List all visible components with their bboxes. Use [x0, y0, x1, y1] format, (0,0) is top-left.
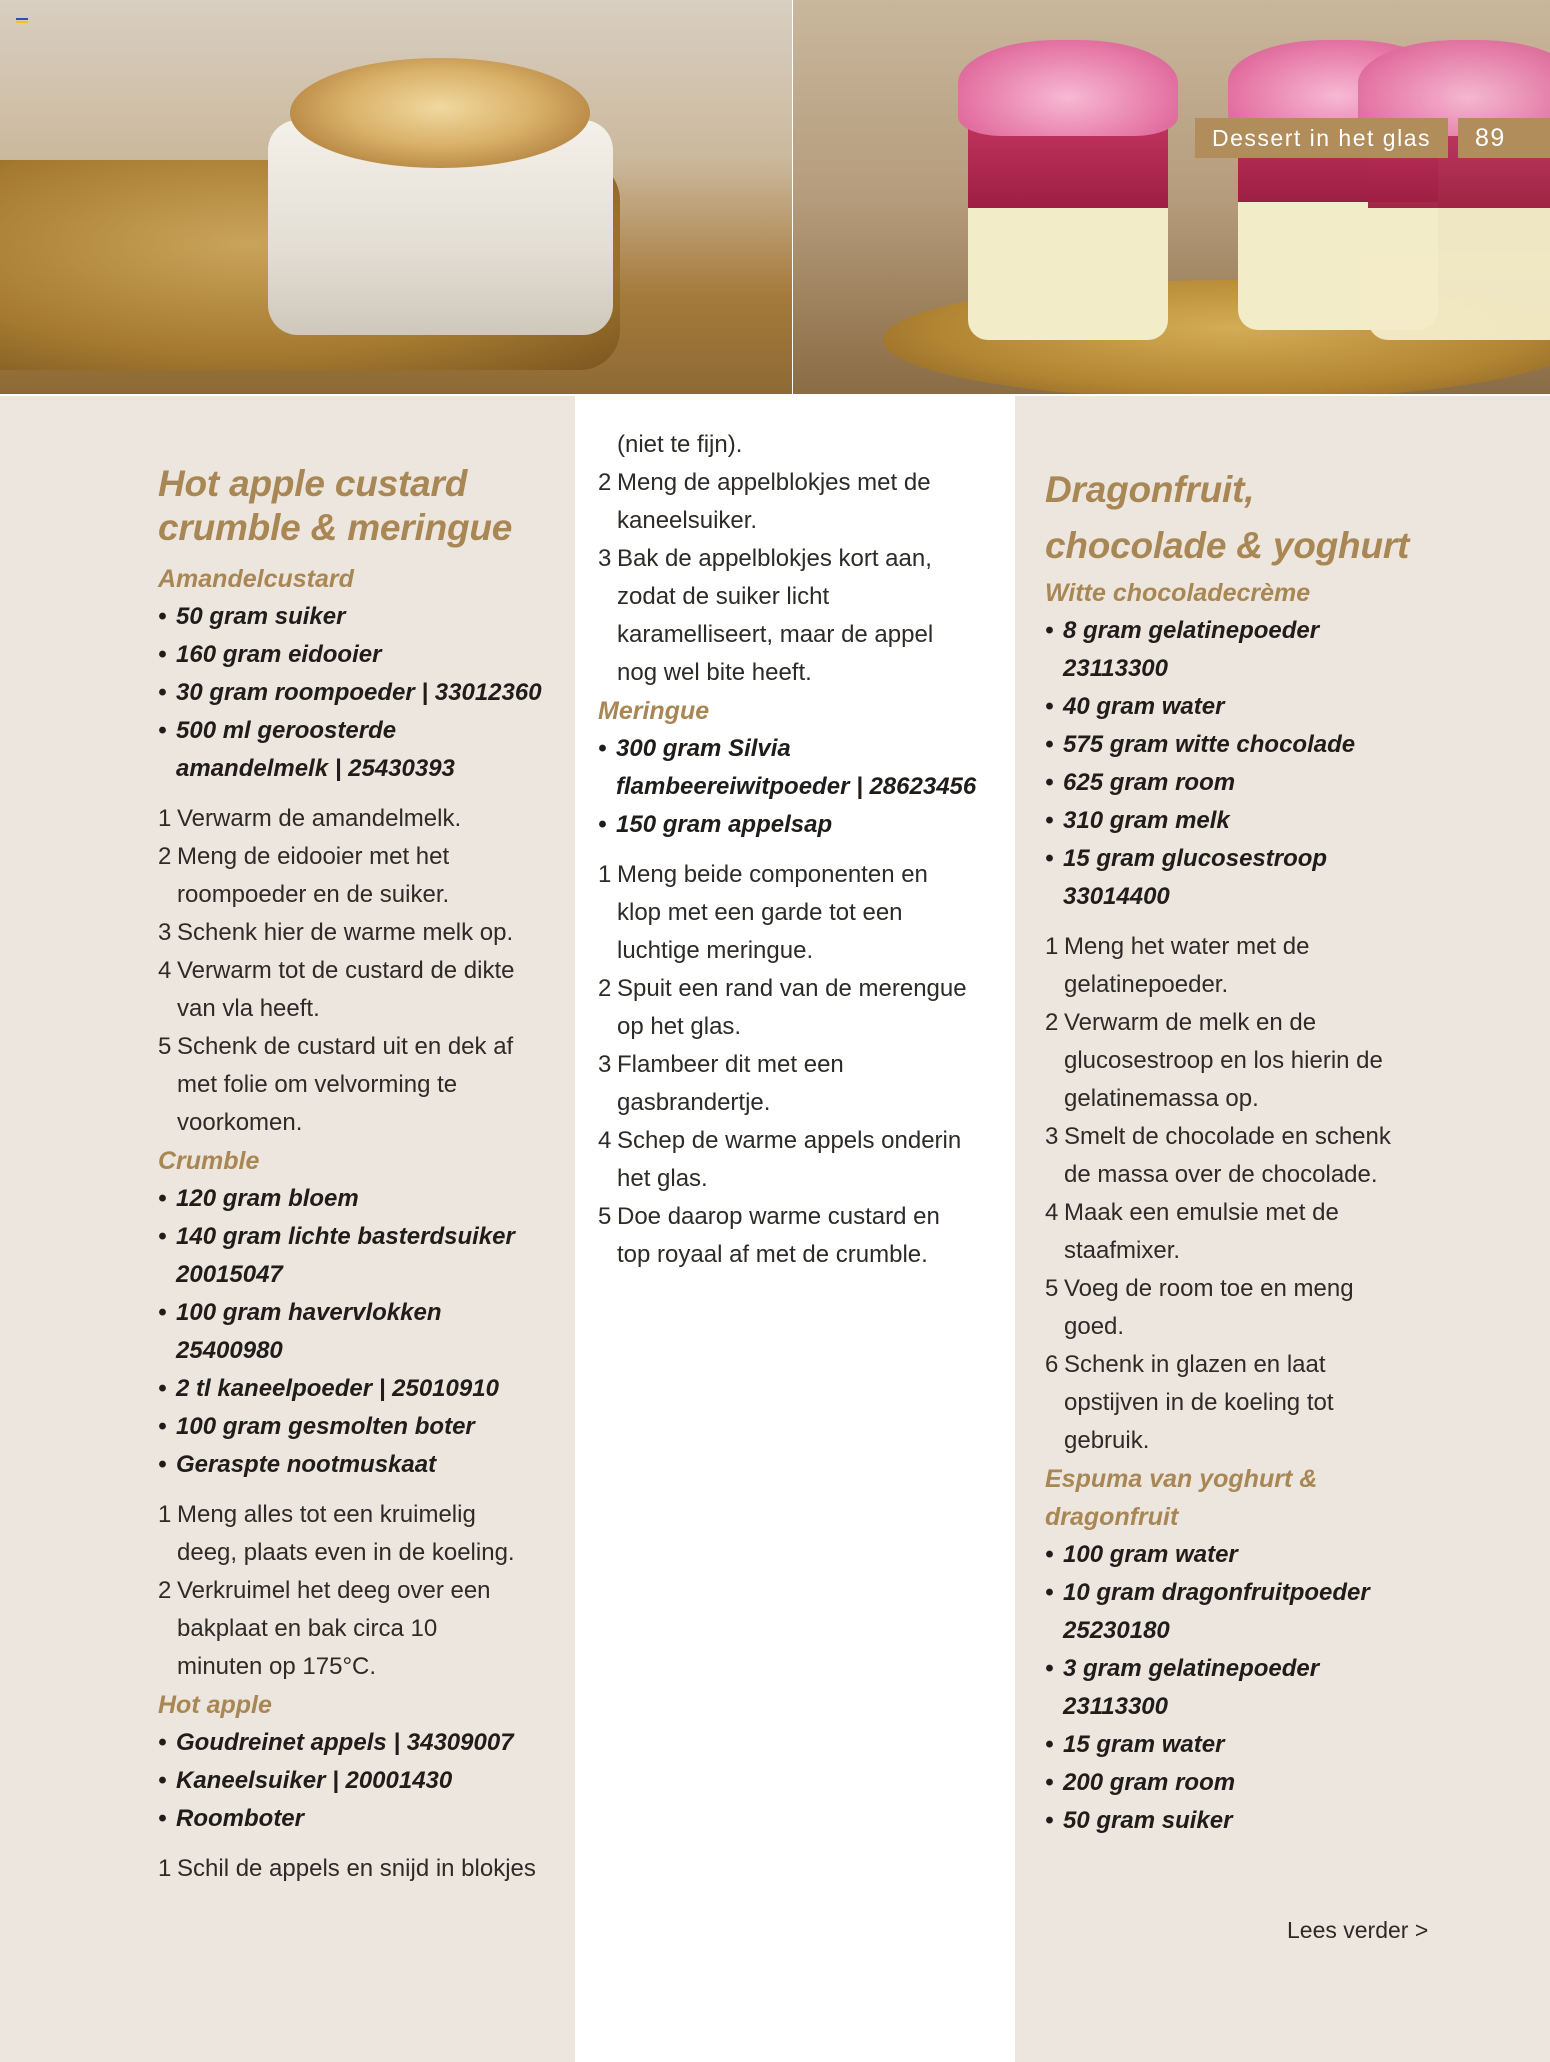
- step: Schenk hier de warme melk op.: [177, 919, 514, 946]
- step: Meng de eidooier met het: [177, 843, 450, 870]
- step: (niet te fijn).: [617, 431, 743, 458]
- step: Schenk in glazen en laat: [1064, 1351, 1326, 1378]
- ingredient: 50 gram suiker: [1063, 1807, 1233, 1834]
- ingredient: 140 gram lichte basterdsuiker: [176, 1223, 515, 1250]
- ingredient: 15 gram water: [1063, 1731, 1225, 1758]
- ingredient: 160 gram eidooier: [176, 641, 382, 668]
- step: roompoeder en de suiker.: [177, 881, 450, 908]
- ingredient: 100 gram water: [1063, 1541, 1238, 1568]
- step-list: (niet te fijn). 2 Meng de appelblokjes met de kaneelsuiker. 3 Bak de appelblokjes kort aan, zodat de suiker licht karamelliseert, maar de appel nog wel bite heeft.: [598, 431, 934, 686]
- step-list: 1 Meng het water met de gelatinepoeder. 2 Verwarm de melk en de glucosestroop en los hierin de gelatinemassa op. 3 Smelt de chocolade en schenk de massa over de chocolade. 4 Maak een emulsie met de staafmixer. 5 Voeg de room toe en meng goed. 6 Schenk in glazen en laat opstijven in de koeling tot gebruik.: [1045, 933, 1391, 1454]
- step: glucosestroop en los hierin de: [1064, 1047, 1383, 1074]
- step-list: 1 Meng beide componenten en klop met een garde tot een luchtige meringue. 2 Spuit een rand van de merengue op het glas. 3 Flambeer dit met een gasbrandertje. 4 Schep de warme appels onderin het glas. 5 Doe daarop warme custard en top royaal af met de crumble.: [598, 861, 967, 1268]
- step: karamelliseert, maar de appel: [617, 621, 934, 648]
- section-heading: Amandelcustard: [158, 565, 354, 593]
- ingredient: 50 gram suiker: [176, 603, 346, 630]
- step-list: 1 Meng alles tot een kruimelig deeg, plaats even in de koeling. 2 Verkruimel het deeg over een bakplaat en bak circa 10 minuten op 175°C.: [158, 1501, 515, 1680]
- ingredient: 40 gram water: [1063, 693, 1225, 720]
- ingredient: 3 gram gelatinepoeder: [1063, 1655, 1320, 1682]
- ingredient: 310 gram melk: [1063, 807, 1230, 834]
- ingredient: 23113300: [1063, 1693, 1168, 1720]
- step: Schep de warme appels onderin: [617, 1127, 962, 1154]
- ingredient: Geraspte nootmuskaat: [176, 1451, 437, 1478]
- step: Meng het water met de: [1064, 933, 1310, 960]
- ingredient: 625 gram room: [1063, 769, 1236, 796]
- ingredient: amandelmelk | 25430393: [176, 755, 455, 782]
- ingredient: 25400980: [176, 1337, 283, 1364]
- step: Verwarm de amandelmelk.: [177, 805, 462, 832]
- step: op het glas.: [617, 1013, 742, 1040]
- step: bakplaat en bak circa 10: [177, 1615, 438, 1642]
- dessert-glass: [968, 40, 1168, 340]
- step: Meng alles tot een kruimelig: [177, 1501, 476, 1528]
- dragonfruit-dessert-photo: [793, 0, 1550, 394]
- apple-crumble-photo: [0, 0, 792, 394]
- section-heading: Meringue: [598, 697, 710, 725]
- step: Schenk de custard uit en dek af: [177, 1033, 514, 1060]
- section-heading: Hot apple: [158, 1691, 272, 1719]
- recipe-column-3: [1015, 396, 1550, 2062]
- step: gasbrandertje.: [617, 1089, 771, 1116]
- step: nog wel bite heeft.: [617, 659, 812, 686]
- step: Verwarm de melk en de: [1064, 1009, 1317, 1036]
- step: top royaal af met de crumble.: [617, 1241, 928, 1268]
- step: gebruik.: [1064, 1427, 1150, 1454]
- page-number: 89: [1458, 118, 1550, 158]
- step: voorkomen.: [177, 1109, 303, 1136]
- ingredient: 30 gram roompoeder | 33012360: [176, 679, 542, 706]
- step: Verwarm tot de custard de dikte: [177, 957, 515, 984]
- step: Doe daarop warme custard en: [617, 1203, 940, 1230]
- step: Smelt de chocolade en schenk: [1064, 1123, 1391, 1150]
- corner-logo-icon: [16, 18, 28, 26]
- ingredient-list: • 8 gram gelatinepoeder 23113300 • 40 gram water • 575 gram witte chocolade • 625 gram room • 310 gram melk • 15 gram glucosestroop 33014400: [1045, 617, 1356, 910]
- step: Verkruimel het deeg over een: [177, 1577, 491, 1604]
- step: Schil de appels en snijd in blokjes: [177, 1855, 536, 1882]
- ingredient: 120 gram bloem: [176, 1185, 359, 1212]
- ingredient: 100 gram gesmolten boter: [176, 1413, 475, 1440]
- ingredient: 8 gram gelatinepoeder: [1063, 617, 1320, 644]
- step: Meng de appelblokjes met de: [617, 469, 931, 496]
- ingredient: 10 gram dragonfruitpoeder: [1063, 1579, 1370, 1606]
- step-list: 1 Verwarm de amandelmelk. 2 Meng de eidooier met het roompoeder en de suiker. 3 Schenk hier de warme melk op. 4 Verwarm tot de custard de dikte van vla heeft. 5 Schenk de custard uit en dek af met folie om velvorming te voorkomen.: [158, 805, 515, 1136]
- recipe-column-1: Hot apple custard crumble & meringue Amandelcustard • 50 gram suiker • 160 gram eidooier • 30 gram roompoeder | 33012360 • 500 ml geroosterde amandelmelk | 25430393 1 Verwarm de amandelmelk. 2 Meng de eidooier met het roompoeder en de suiker. 3 Schenk hier de warme melk op. 4 Verwarm tot de custard de dikte van vla heeft. 5 Schenk de custard uit en dek af met folie om velvorming te voorkomen. Crumble • 120 gram bloem • 140 gram lichte basterdsuiker 20015047 • 100 gram havervlokken 25400980 • 2 tl kaneelpoeder | 25010910 • 100 gram gesmolten boter • Geraspte nootmuskaat 1 Meng alles tot een kruimelig deeg, plaats even in de koeling. 2 Verkruimel het deeg over een bakplaat en bak circa 10 minuten op 175°C. Hot apple • Goudreinet appels | 34309007 • Kaneelsuiker | 20001430 • Roomboter 1 Schil de appels en snijd in blokjes: [0, 396, 575, 2062]
- ingredient: Kaneelsuiker | 20001430: [176, 1767, 453, 1794]
- step: goed.: [1064, 1313, 1125, 1340]
- step: Voeg de room toe en meng: [1064, 1275, 1354, 1302]
- ingredient: Roomboter: [176, 1805, 304, 1832]
- step: de massa over de chocolade.: [1064, 1161, 1378, 1188]
- ingredient: 25230180: [1063, 1617, 1170, 1644]
- ingredient: 150 gram appelsap: [616, 811, 833, 838]
- recipe-title: Dragonfruit, chocolade & yoghurt: [1045, 469, 1410, 566]
- step: Spuit een rand van de merengue: [617, 975, 967, 1002]
- step: gelatinemassa op.: [1064, 1085, 1259, 1112]
- ingredient: Goudreinet appels | 34309007: [176, 1729, 514, 1756]
- step: klop met een garde tot een: [617, 899, 903, 926]
- ingredient: flambeereiwitpoeder | 28623456: [616, 773, 977, 800]
- recipe-column-2: [575, 396, 1015, 2062]
- ingredient-list: • Goudreinet appels | 34309007 • Kaneelsuiker | 20001430 • Roomboter: [158, 1729, 514, 1832]
- ingredient: 300 gram Silvia: [616, 735, 791, 762]
- ingredient: 20015047: [176, 1261, 283, 1288]
- step: het glas.: [617, 1165, 708, 1192]
- ingredient: 33014400: [1063, 883, 1170, 910]
- step: gelatinepoeder.: [1064, 971, 1229, 998]
- ingredient: 23113300: [1063, 655, 1168, 682]
- ingredient: 200 gram room: [1063, 1769, 1236, 1796]
- step: Meng beide componenten en: [617, 861, 928, 888]
- step: luchtige meringue.: [617, 937, 814, 964]
- section-heading: Witte chocoladecrème: [1045, 579, 1311, 607]
- ingredient: 15 gram glucosestroop: [1063, 845, 1328, 872]
- step: Maak een emulsie met de: [1064, 1199, 1339, 1226]
- step: minuten op 175°C.: [177, 1653, 377, 1680]
- ingredient: 500 ml geroosterde: [176, 717, 397, 744]
- step: met folie om velvorming te: [177, 1071, 458, 1098]
- step: van vla heeft.: [177, 995, 320, 1022]
- step: Flambeer dit met een: [617, 1051, 844, 1078]
- header-photos: [0, 0, 1550, 394]
- step: opstijven in de koeling tot: [1064, 1389, 1334, 1416]
- ingredient: 100 gram havervlokken: [176, 1299, 442, 1326]
- ingredient-list: • 50 gram suiker • 160 gram eidooier • 30 gram roompoeder | 33012360 • 500 ml geroosterde amandelmelk | 25430393: [158, 603, 542, 782]
- meringue-topping: [290, 58, 590, 168]
- ingredient: 2 tl kaneelpoeder | 25010910: [176, 1375, 499, 1402]
- ingredient-list: • 120 gram bloem • 140 gram lichte basterdsuiker 20015047 • 100 gram havervlokken 25400980 • 2 tl kaneelpoeder | 25010910 • 100 gram gesmolten boter • Geraspte nootmuskaat: [158, 1185, 515, 1478]
- recipe-title: Hot apple custard crumble & meringue: [158, 463, 513, 548]
- section-heading: Crumble: [158, 1147, 260, 1175]
- dessert-glass: [1368, 40, 1550, 340]
- step: kaneelsuiker.: [617, 507, 758, 534]
- read-more-link[interactable]: Lees verder >: [1287, 1917, 1429, 1943]
- step: Bak de appelblokjes kort aan,: [617, 545, 932, 572]
- step: zodat de suiker licht: [617, 583, 830, 610]
- section-tag: Dessert in het glas: [1195, 118, 1448, 158]
- ingredient-list: • 300 gram Silvia flambeereiwitpoeder | 28623456 • 150 gram appelsap: [598, 735, 977, 838]
- ingredient-list: • 100 gram water • 10 gram dragonfruitpoeder 25230180 • 3 gram gelatinepoeder 23113300 • 15 gram water • 200 gram room • 50 gram suiker: [1045, 1541, 1370, 1834]
- ingredient: 575 gram witte chocolade: [1063, 731, 1356, 758]
- step: deeg, plaats even in de koeling.: [177, 1539, 515, 1566]
- step: staafmixer.: [1064, 1237, 1181, 1264]
- section-heading: Espuma van yoghurt & dragonfruit: [1045, 1465, 1318, 1531]
